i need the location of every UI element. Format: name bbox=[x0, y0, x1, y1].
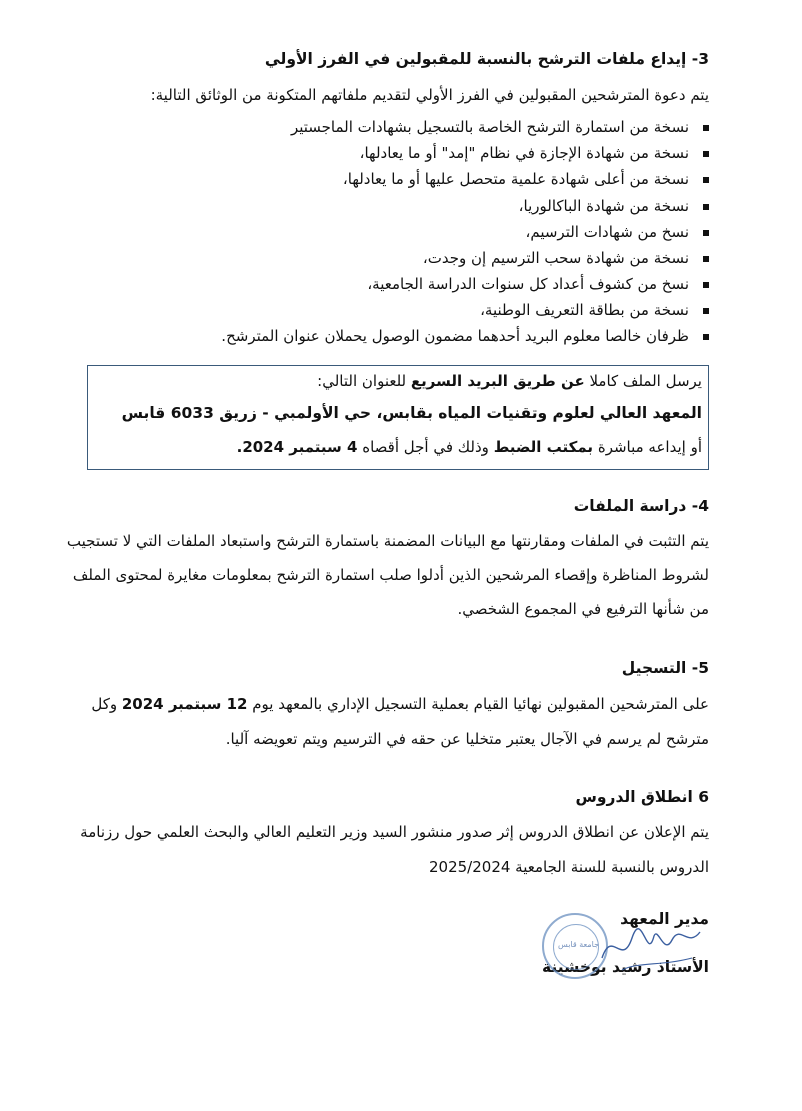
bullet-square-icon bbox=[703, 151, 709, 157]
section-5-heading: 5- التسجيل bbox=[621, 659, 709, 677]
bullet-square-icon bbox=[703, 334, 709, 340]
address-box bbox=[87, 365, 709, 470]
director-title: مدير المعهد bbox=[620, 910, 709, 928]
bullet-square-icon bbox=[703, 230, 709, 236]
bullet-square-icon bbox=[703, 308, 709, 314]
director-name: الأستاذ رشيد بوخشينة bbox=[542, 958, 709, 976]
document-list-item: نسخة من بطاقة التعريف الوطنية، bbox=[480, 301, 709, 319]
bullet-square-icon bbox=[703, 177, 709, 183]
document-list-item: نسخة من شهادة الإجازة في نظام "إمد" أو ما يعادلها، bbox=[360, 144, 709, 162]
document-list-item: نسخة من شهادة الباكالوريا، bbox=[519, 197, 709, 215]
document-list-item: نسخة من شهادة سحب الترسيم إن وجدت، bbox=[423, 249, 709, 267]
section-4-heading: 4- دراسة الملفات bbox=[573, 497, 709, 515]
section-5-line-1: على المترشحين المقبولين نهائيا القيام بعملية التسجيل الإداري بالمعهد يوم 12 سبتمبر 2024 وكل bbox=[91, 695, 709, 713]
section-4-line-1: يتم التثبت في الملفات ومقارنتها مع البيانات المضمنة باستمارة الترشح واستبعاد الملفات التي لا تستجيب bbox=[66, 532, 709, 550]
send-instruction: يرسل الملف كاملا عن طريق البريد السريع للعنوان التالي: bbox=[317, 372, 702, 390]
section-6-heading: 6 انطلاق الدروس bbox=[575, 788, 709, 806]
handwritten-signature bbox=[592, 918, 707, 980]
section-4-line-3: من شأنها الترفيع في المجموع الشخصي. bbox=[457, 600, 709, 618]
document-list-item: ظرفان خالصا معلوم البريد أحدهما مضمون الوصول يحملان عنوان المترشح. bbox=[221, 327, 709, 345]
bullet-square-icon bbox=[703, 125, 709, 131]
official-stamp: جامعة قابس bbox=[542, 913, 608, 979]
bullet-square-icon bbox=[703, 282, 709, 288]
document-list-item: نسخ من كشوف أعداد كل سنوات الدراسة الجامعية، bbox=[367, 275, 709, 293]
bullet-square-icon bbox=[703, 256, 709, 262]
section-3-heading: 3- إيداع ملفات الترشح بالنسبة للمقبولين في الفرز الأولي bbox=[264, 50, 709, 68]
document-list-item: نسخة من أعلى شهادة علمية متحصل عليها أو ما يعادلها، bbox=[343, 170, 709, 188]
institute-address: المعهد العالي لعلوم وتقنيات المياه بقابس، حي الأولمبي - زريق 6033 قابس bbox=[121, 404, 702, 422]
section-6-line-2: الدروس بالنسبة للسنة الجامعية 2025/2024 bbox=[429, 858, 709, 876]
section-3-intro: يتم دعوة المترشحين المقبولين في الفرز الأولي لتقديم ملفاتهم المتكونة من الوثائق التالية: bbox=[150, 86, 709, 104]
section-6-line-1: يتم الإعلان عن انطلاق الدروس إثر صدور منشور السيد وزير التعليم العالي والبحث العلمي حول رزنامة bbox=[80, 823, 709, 841]
deposit-deadline: أو إيداعه مباشرة بمكتب الضبط وذلك في أجل أقصاه 4 سبتمبر 2024. bbox=[236, 438, 702, 456]
section-4-line-2: لشروط المناظرة وإقصاء المرشحين الذين أدلوا صلب استمارة الترشح بمعلومات مغايرة لمحتوى الملف bbox=[72, 566, 709, 584]
section-5-line-2: مترشح لم يرسم في الآجال يعتبر متخليا عن حقه في الترسيم ويتم تعويضه آليا. bbox=[225, 730, 709, 748]
bullet-square-icon bbox=[703, 204, 709, 210]
document-list-item: نسخة من استمارة الترشح الخاصة بالتسجيل بشهادات الماجستير bbox=[291, 118, 709, 136]
document-list-item: نسخ من شهادات الترسيم، bbox=[526, 223, 709, 241]
